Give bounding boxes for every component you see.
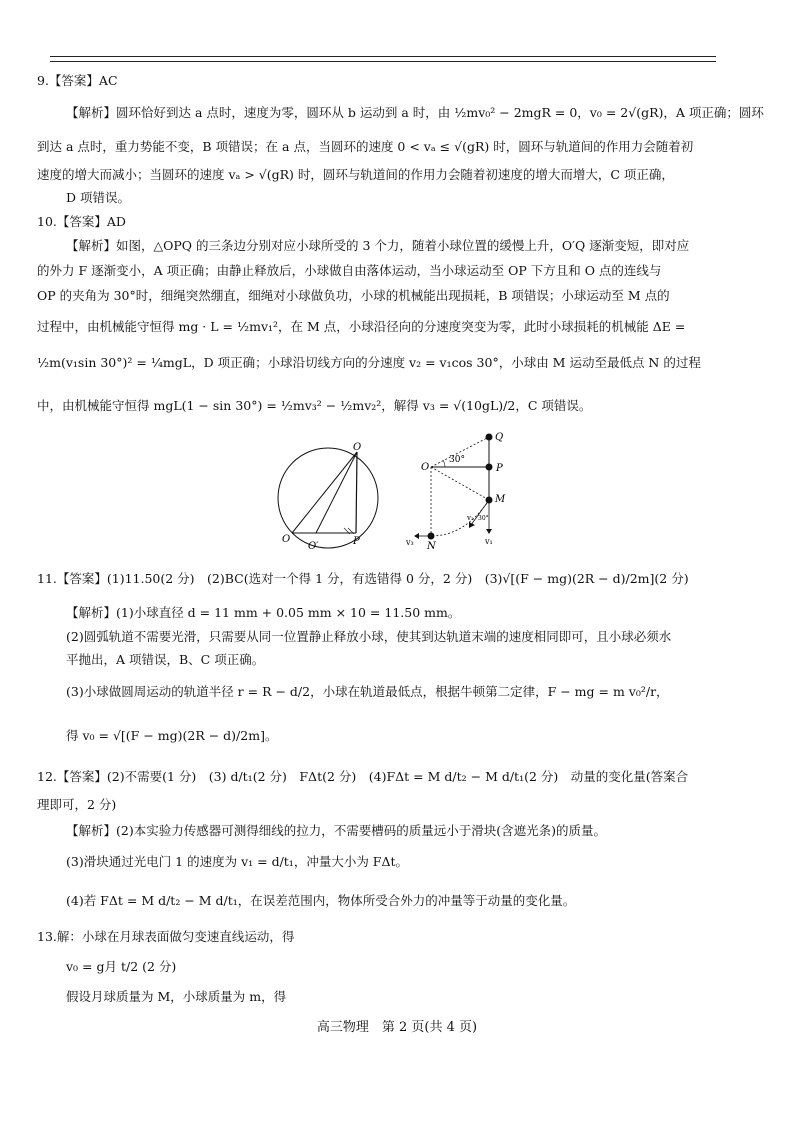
- q11-analysis-line-2: (2)圆弧轨道不需要光滑，只需要从同一位置静止释放小球，使其到达轨道末端的速度相同即可，且小球必须水: [66, 629, 672, 644]
- ball-Q: [486, 434, 493, 441]
- q12-answer-cont: 理即可，2 分): [37, 797, 117, 812]
- q12-analysis-line-2: (3)滑块通过光电门 1 的速度为 v₁ = d/t₁，冲量大小为 FΔt。: [66, 854, 409, 869]
- arrowhead-v2: [469, 522, 475, 528]
- q10-analysis-line-1: 【解析】如图，△OPQ 的三条边分别对应小球所受的 3 个力，随着小球位置的缓慢上升，O′Q 逐渐变短，即对应: [66, 238, 690, 253]
- label-P: P: [496, 463, 503, 474]
- q12-analysis-line-1: 【解析】(2)本实验力传感器可测得细线的拉力，不需要槽码的质量远小于滑块(含遮光条)的质量。: [66, 823, 606, 838]
- page-footer: 高三物理 第 2 页(共 4 页): [316, 1020, 478, 1035]
- q11-analysis-line-3: 平抛出，A 项错误，B、C 项正确。: [66, 652, 265, 667]
- label-O-prime: O′: [308, 541, 319, 552]
- figure-pendulum-motion: [405, 428, 525, 556]
- q13-line-3: 假设月球质量为 M，小球质量为 m，得: [66, 989, 287, 1004]
- label-v1: v₁: [485, 537, 493, 546]
- q10-analysis-line-2: 的外力 F 逐渐变小，A 项正确；由静止释放后，小球做自由落体运动，当小球运动至 OP 下方且和 O 点的连线与: [37, 263, 662, 278]
- label-v2: v₂: [467, 514, 474, 522]
- q9-analysis-line-2: 到达 a 点时，重力势能不变，B 项错误；在 a 点，当圆环的速度 0 < vₐ ≤ √(gR) 时，圆环与轨道间的作用力会随着初: [37, 139, 694, 154]
- label-O-top: O: [353, 442, 362, 453]
- q13-line-1: 13.解：小球在月球表面做匀变速直线运动，得: [37, 929, 295, 944]
- q9-analysis-line-1: 【解析】圆环恰好到达 a 点时，速度为零，圆环从 b 运动到 a 时，由 ½mv₀² − 2mgR = 0，v₀ = 2√(gR)，A 项正确；圆环: [66, 105, 764, 120]
- label-30-at-M: 30°: [478, 515, 489, 522]
- label-Q: Q: [495, 432, 504, 443]
- q9-answer: 9.【答案】AC: [37, 73, 118, 88]
- figure-circle-force-triangle: [270, 440, 390, 555]
- q11-analysis-line-1: 【解析】(1)小球直径 d = 11 mm + 0.05 mm × 10 = 11.50 mm。: [66, 605, 461, 620]
- q10-analysis-line-4: 过程中，由机械能守恒得 mg · L = ½mv₁²，在 M 点，小球沿径向的分速度突变为零，此时小球损耗的机械能 ΔE =: [37, 319, 686, 334]
- q10-analysis-line-3: OP 的夹角为 30°时，细绳突然绷直，细绳对小球做负功，小球的机械能出现损耗，B 项错误；小球运动至 M 点的: [37, 288, 670, 303]
- q11-answer: 11.【答案】(1)11.50(2 分) (2)BC(选对一个得 1 分，有选错得 0 分，2 分) (3)√[(F − mg)(2R − d)/2m](2 分): [37, 571, 689, 586]
- q13-line-2: v₀ = g月 t/2 (2 分): [66, 959, 177, 974]
- line-Otop-P: [356, 452, 357, 533]
- q11-analysis-line-5: 得 v₀ = √[(F − mg)(2R − d)/2m]。: [66, 728, 278, 743]
- header-rule-bottom: [50, 61, 716, 62]
- q10-analysis-line-6: 中，由机械能守恒得 mgL(1 − sin 30°) = ½mv₃² − ½mv₂²，解得 v₃ = √(10gL)/2，C 项错误。: [37, 398, 592, 413]
- q9-analysis-line-4: D 项错误。: [66, 190, 130, 205]
- label-v3: v₃: [406, 538, 414, 547]
- angle-arc-O: [443, 460, 445, 467]
- q12-analysis-line-3: (4)若 FΔt = M d/t₂ − M d/t₁，在误差范围内，物体所受合外力的冲量等于动量的变化量。: [66, 893, 576, 908]
- line-Otop-Oprime: [316, 452, 357, 533]
- q9-analysis-line-3: 速度的增大而减小；当圆环的速度 vₐ > √(gR) 时，圆环与轨道间的作用力会随着初速度的增大而增大，C 项正确，: [37, 167, 674, 182]
- q10-answer: 10.【答案】AD: [37, 214, 126, 229]
- q11-analysis-line-4: (3)小球做圆周运动的轨道半径 r = R − d/2，小球在轨道最低点，根据牛顿第二定律，F − mg = m v₀²/r，: [66, 684, 669, 699]
- arrowhead-v3: [414, 533, 419, 539]
- header-rule-top: [50, 56, 716, 57]
- label-P: P: [353, 536, 360, 547]
- q12-answer: 12.【答案】(2)不需要(1 分) (3) d/t₁(2 分) FΔt(2 分) (4)FΔt = M d/t₂ − M d/t₁(2 分) 动量的变化量(答案合: [37, 769, 689, 784]
- label-O-left: O: [282, 534, 291, 545]
- label-N: N: [427, 541, 436, 552]
- arrowhead-v1: [486, 529, 492, 534]
- label-angle-30: 30°: [449, 455, 465, 465]
- q10-analysis-line-5: ½m(v₁sin 30°)² = ¼mgL，D 项正确；小球沿切线方向的分速度 v₂ = v₁cos 30°，小球由 M 运动至最低点 N 的过程: [37, 355, 701, 370]
- label-O: O: [421, 462, 430, 473]
- ball-P: [486, 464, 493, 471]
- line-Otop-O: [292, 452, 357, 533]
- line-O-M: [431, 467, 489, 500]
- label-M: M: [495, 494, 506, 505]
